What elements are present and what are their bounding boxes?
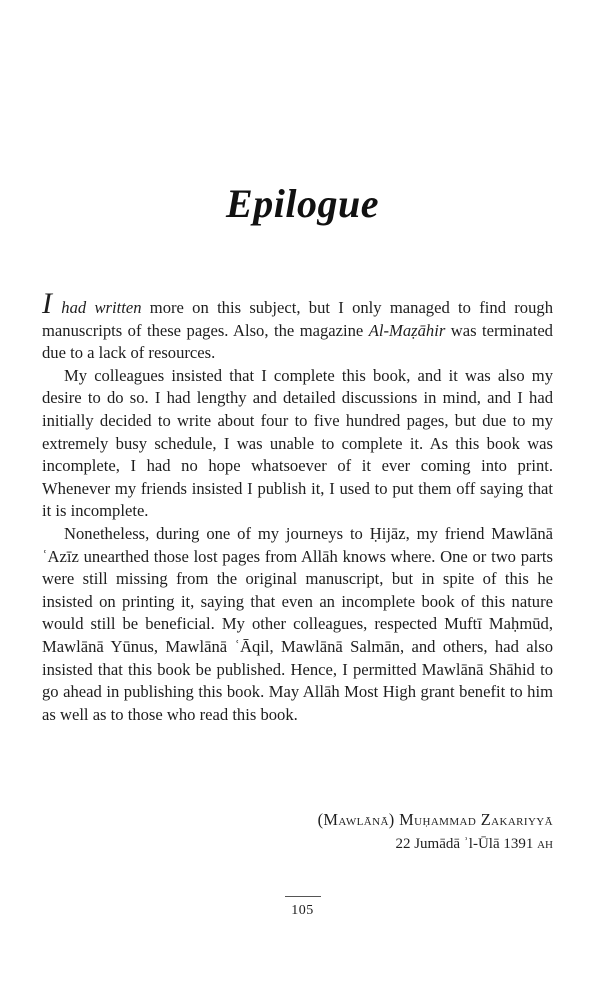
magazine-title: Al-Maẓāhir (368, 320, 446, 340)
paragraph-2: My colleagues insisted that I complete this book, and it was also my desire to do so. I had lengthy and detailed discussions in mind, and I had initially decided to write about four to five hundred pages, but due to my extremely busy schedule, I was unable to complete it. As this book was incomplete, I had no hope whatsoever of it ever coming into print. Whenever my friends insisted I publish it, I used to put them off saying that it is incomplete. (42, 365, 553, 521)
author-name: (Mawlānā) Muḥammad Zakariyyā (317, 810, 553, 829)
paragraph-text: more on this subject, but I only managed to find rough manuscripts of these pages. Also, the magazine (42, 298, 553, 340)
drop-cap: I (42, 287, 53, 320)
page-title: Epilogue (226, 180, 379, 226)
paragraph-3: Nonetheless, during one of my journeys to Ḥijāz, my friend Mawlānā ʿAzīz unearthed those lost pages from Allāh knows where. One or two parts were still missing from the original manuscript, but in spite of this he insisted on printing it, saying that even an incomplete book of this nature would still be beneficial. My other colleagues, respected Muftī Maḥmūd, Mawlānā Yūnus, Mawlānā ʿĀqil, Mawlānā Salmān, and others, had also insisted that this book be published. Hence, I permitted Mawlānā Shāhid to go ahead in publishing this book. May Allāh Most High grant benefit to him as well as to those who read this book. (42, 523, 553, 724)
era-label: ah (537, 836, 553, 852)
footer-rule (285, 896, 321, 897)
signature-block (318, 808, 553, 856)
page-number: 105 (291, 903, 314, 918)
signature-date (318, 832, 553, 856)
paragraph-text: was terminated due to a lack of resources. (42, 320, 553, 363)
date-text: 22 Jumādā ʾl-Ūlā 1391 (395, 836, 534, 852)
paragraph-1 (42, 287, 553, 365)
lead-in-italic: had written (61, 298, 142, 317)
body-text (42, 287, 553, 726)
